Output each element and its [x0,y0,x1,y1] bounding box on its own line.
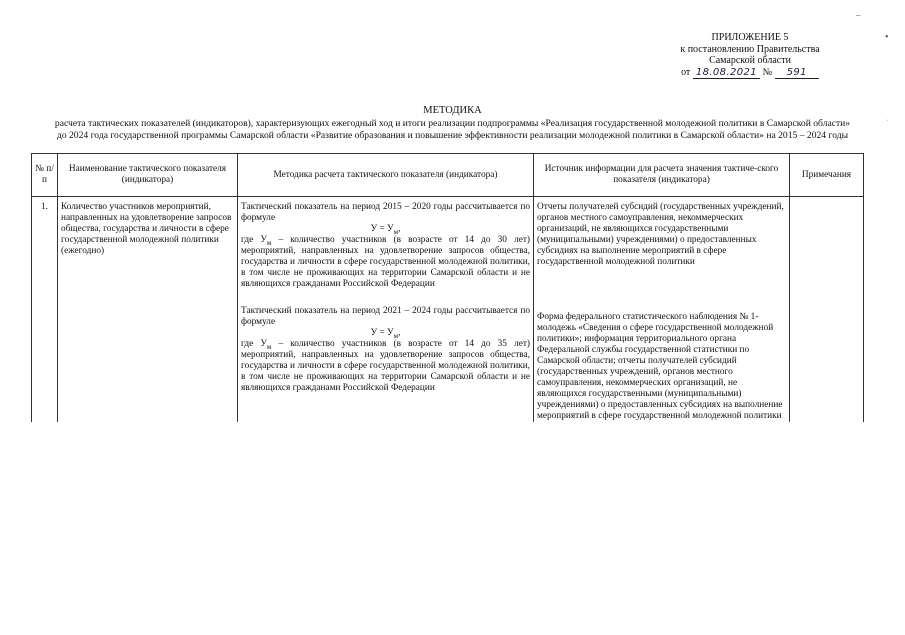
formula-2-lhs: У = У [370,328,394,338]
scan-dot-mark: • [885,32,889,43]
scan-edge-mark: ˎ [886,112,889,121]
handwritten-number: 591 [775,67,819,79]
formula-2 [241,328,530,339]
formula-2-sub: м [393,331,399,340]
method-intro-2: Тактический показатель на период 2021 – 2024 годы рассчитывается по формуле [241,306,530,327]
methodology-table [31,153,864,422]
table-header-row [32,154,864,197]
formula-1-sub: м [393,227,399,236]
formula-1 [241,224,530,235]
method-cell [238,197,534,423]
handwritten-date: 18.08.2021 [693,67,760,79]
where-2-b: – количество участников (в возрасте от 14 до 35 лет) мероприятий, направленных на удовлетворение запросов общества, государства и личности в сфере государственной молодежной политики, в том числе не проживающих на территории Самарской области и не являющихся гражданами Российской Федерации [241,339,530,393]
appendix-line-3: Самарской области [709,55,791,66]
where-2-sub: м [266,342,272,351]
where-1-a: где У [241,235,267,245]
header-source: Источник информации для расчета значения тактиче-ского показателя (индикатора) [534,154,790,197]
formula-1-tail: , [398,224,401,234]
appendix-block [650,32,850,78]
where-1-sub: м [266,238,272,247]
where-2-a: где У [241,339,267,349]
appendix-date-line [650,67,850,79]
formula-2-tail: , [398,328,401,338]
header-notes: Примечания [790,154,864,197]
source-period-1: Отчеты получателей субсидий (государственных учреждений, органов местного самоуправления, некоммерческих организаций, не являющихся государственными (муниципальными) учреждениями) о предоставленных субсидиях на выполнение мероприятий в сфере государственной молодежной политики [537,202,784,267]
method-where-1 [241,235,530,290]
appendix-title: ПРИЛОЖЕНИЕ 5 [711,32,789,43]
header-method: Методика расчета тактического показателя (индикатора) [238,154,534,197]
appendix-line-2: к постановлению Правительства [680,43,820,55]
header-num: № п/п [32,154,58,197]
source-period-2: Форма федерального статистического наблюдения № 1-молодежь «Сведения о сфере государственной молодежной политики»; информация территориального органа Федеральной службы государственной статистики по Самарской области; отчеты получателей субсидий (государственных учреждений, органов местного самоуправления, некоммерческих организаций, не являющихся государственными (муниципальными) учреждениями) о предоставленных субсидиях на выполнение мероприятий в сфере государственной молодежной политики [537,312,783,421]
document-title: МЕТОДИКА [423,105,482,116]
formula-1-lhs: У = У [370,224,394,234]
scan-dash-mark: – [856,10,861,20]
date-prefix: от [681,66,691,78]
header-name: Наименование тактического показателя (индикатора) [58,154,238,197]
row-num: 1. [32,197,58,423]
number-prefix: № [762,66,773,78]
indicator-name: Количество участников мероприятий, направленных на удовлетворение запросов общества, государства и личности в сфере государственной молодежной политики (ежегодно) [58,197,238,423]
source-cell [534,197,790,423]
notes-cell [790,197,864,423]
where-1-b: – количество участников (в возрасте от 14 до 30 лет) мероприятий, направленных на удовлетворение запросов общества, государства и личности в сфере государственной молодежной политики, в том числе не проживающих на территории Самарской области и не являющихся гражданами Российской Федерации [241,235,530,289]
method-intro-1: Тактический показатель на период 2015 – 2020 годы рассчитывается по формуле [241,202,530,223]
table-row [32,197,864,423]
method-where-2 [241,339,530,394]
document-subtitle: расчета тактических показателей (индикаторов), характеризующих ежегодный ход и итоги реализации подпрограммы «Реализация государственной молодежной политики в Самарской области» до 2024 года государственной программы Самарской области «Развитие образования и повышение эффективности реализации молодежной политики в Самарской области» на 2015 – 2024 годы [54,118,851,141]
